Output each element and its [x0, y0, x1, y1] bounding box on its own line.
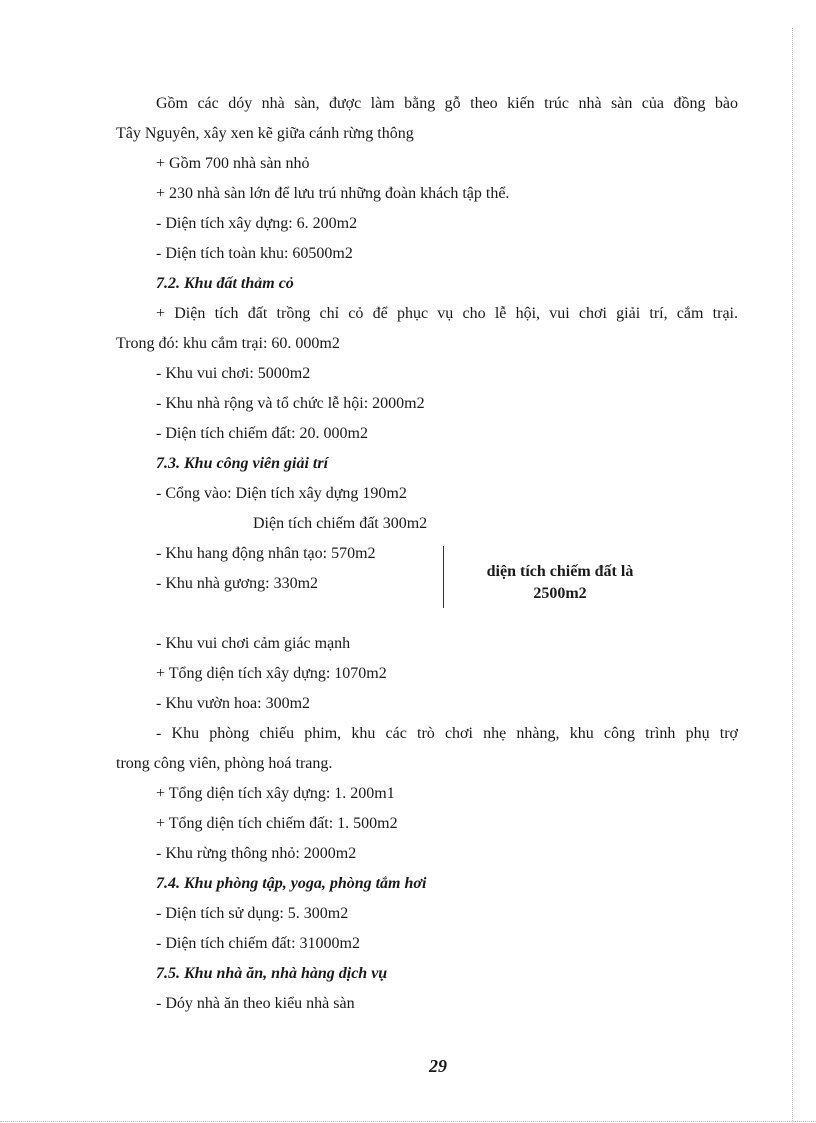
list-item: - Diện tích sử dụng: 5. 300m2 — [156, 905, 349, 922]
paragraph-line: Gồm các dóy nhà sàn, được làm bằng gỗ theo kiến trúc nhà sàn của đồng bào — [156, 95, 738, 112]
list-item: - Diện tích chiếm đất: 20. 000m2 — [156, 425, 368, 442]
list-item: - Diện tích chiếm đất: 31000m2 — [156, 935, 360, 952]
paragraph-line: Tây Nguyên, xây xen kẽ giữa cánh rừng thông — [116, 125, 414, 142]
section-heading-7-5: 7.5. Khu nhà ăn, nhà hàng dịch vụ — [156, 965, 388, 982]
page-border-right — [792, 28, 793, 1123]
list-item: - Diện tích toàn khu: 60500m2 — [156, 245, 353, 262]
list-item: - Dóy nhà ăn theo kiểu nhà sàn — [156, 995, 355, 1012]
paragraph-line: Trong đó: khu cắm trại: 60. 000m2 — [116, 335, 340, 352]
list-item: - Khu rừng thông nhỏ: 2000m2 — [156, 845, 357, 862]
list-item: + Tổng diện tích xây dựng: 1. 200m1 — [156, 785, 395, 802]
list-item: - Khu vườn hoa: 300m2 — [156, 695, 311, 712]
list-item: - Khu nhà rộng và tổ chức lễ hội: 2000m2 — [156, 395, 425, 412]
list-item: + Tổng diện tích chiếm đất: 1. 500m2 — [156, 815, 398, 832]
paragraph-line: trong công viên, phòng hoá trang. — [116, 755, 333, 772]
list-item: + 230 nhà sàn lớn để lưu trú những đoàn khách tập thể. — [156, 185, 510, 202]
list-item: - Khu hang động nhân tạo: 570m2 — [156, 545, 376, 562]
list-item: - Khu nhà gương: 330m2 — [156, 575, 319, 592]
paragraph-line: - Khu phòng chiếu phim, khu các trò chơi nhẹ nhàng, khu công trình phụ trợ — [156, 725, 738, 742]
section-heading-7-2: 7.2. Khu đất thảm cỏ — [156, 275, 294, 292]
page-number: 29 — [429, 1056, 447, 1076]
section-heading-7-4: 7.4. Khu phòng tập, yoga, phòng tắm hơi — [156, 875, 427, 892]
bracket-line — [443, 546, 444, 608]
side-note-value: 2500m2 — [533, 585, 587, 602]
paragraph-line: + Diện tích đất trồng chỉ cỏ để phục vụ cho lễ hội, vui chơi giải trí, cắm trại. — [156, 305, 738, 322]
list-item: - Diện tích xây dựng: 6. 200m2 — [156, 215, 358, 232]
list-item: + Tổng diện tích xây dựng: 1070m2 — [156, 665, 387, 682]
section-heading-7-3: 7.3. Khu công viên giải trí — [156, 455, 329, 472]
list-item: + Gồm 700 nhà sàn nhỏ — [156, 155, 310, 172]
side-note-text: diện tích chiếm đất là — [486, 563, 634, 580]
page-border-bottom — [0, 1121, 816, 1122]
list-item: - Khu vui chơi: 5000m2 — [156, 365, 311, 382]
list-item-continuation: Diện tích chiếm đất 300m2 — [253, 515, 428, 532]
list-item: - Khu vui chơi cảm giác mạnh — [156, 635, 351, 652]
list-item: - Cổng vào: Diện tích xây dựng 190m2 — [156, 485, 407, 502]
